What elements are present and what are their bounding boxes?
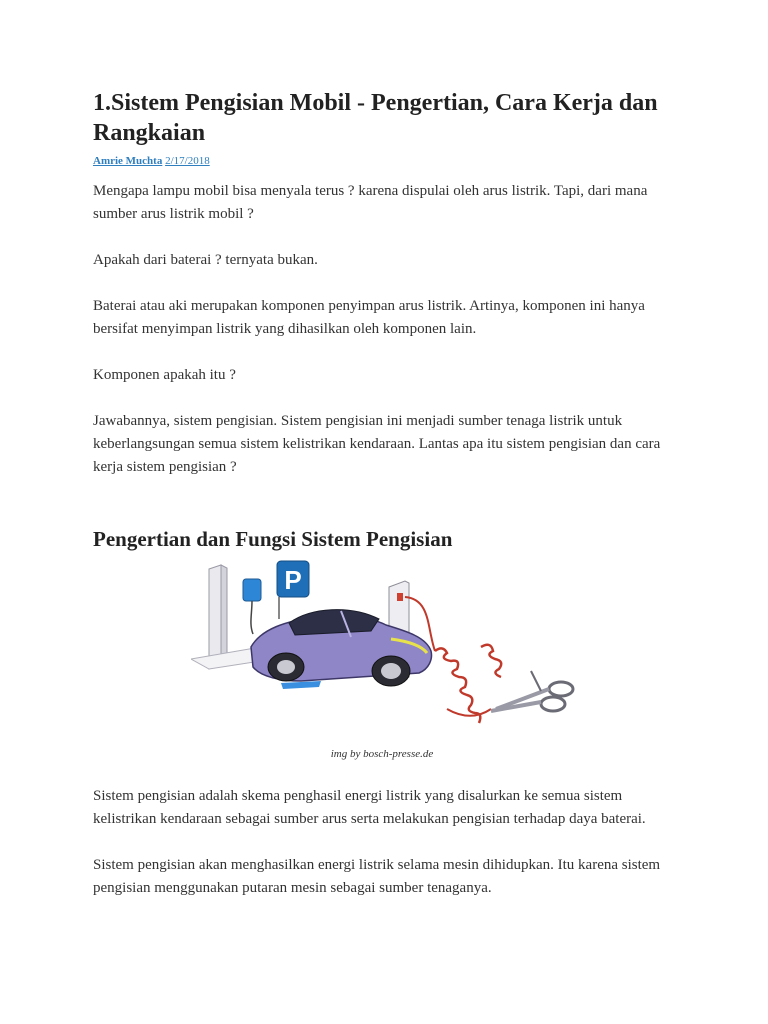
parking-sign-icon — [277, 561, 309, 619]
paragraph: Sistem pengisian akan menghasilkan energi listrik selama mesin dihidupkan. Itu karena sistem pengisian menggunakan putaran mesin sebagai sumber tenaganya. — [93, 857, 661, 896]
scissors-icon — [491, 671, 573, 711]
article-title: 1.Sistem Pengisian Mobil - Pengertian, Cara Kerja dan Rangkaian — [93, 90, 658, 146]
image-caption: img by bosch-presse.de — [330, 748, 434, 760]
author-link[interactable]: Amrie Muchta — [93, 155, 163, 167]
paragraph: Baterai atau aki merupakan komponen penyimpan arus listrik. Artinya, komponen ini hanya bersifat menyimpan listrik yang dihasilkan oleh komponen lain. — [93, 298, 645, 337]
paragraph: Apakah dari baterai ? ternyata bukan. — [93, 252, 318, 268]
article-content — [93, 88, 683, 900]
wall-charger-icon — [243, 579, 261, 634]
paragraph: Mengapa lampu mobil bisa menyala terus ? karena dispulai oleh arus listrik. Tapi, dari mana sumber arus listrik mobil ? — [93, 183, 648, 222]
paragraph: Sistem pengisian adalah skema penghasil energi listrik yang disalurkan ke semua sistem kelistrikan kendaraan sebagai sumber arus serta melakukan pengisian terhadap daya baterai. — [93, 788, 646, 827]
paragraph: Komponen apakah itu ? — [93, 367, 236, 383]
section-heading: Pengertian dan Fungsi Sistem Pengisian — [93, 527, 453, 551]
parking-sign-letter: P — [284, 565, 302, 595]
charging-car-illustration — [191, 559, 581, 737]
illustration-svg — [191, 559, 581, 737]
date-link[interactable]: 2/17/2018 — [165, 155, 210, 167]
article-meta — [93, 154, 683, 168]
paragraph: Jawabannya, sistem pengisian. Sistem pengisian ini menjadi sumber tenaga listrik untuk keberlangsungan semua sistem kelistrikan kendaraan. Lantas apa itu sistem pengisian dan cara kerja sistem pengisian ? — [93, 413, 661, 475]
